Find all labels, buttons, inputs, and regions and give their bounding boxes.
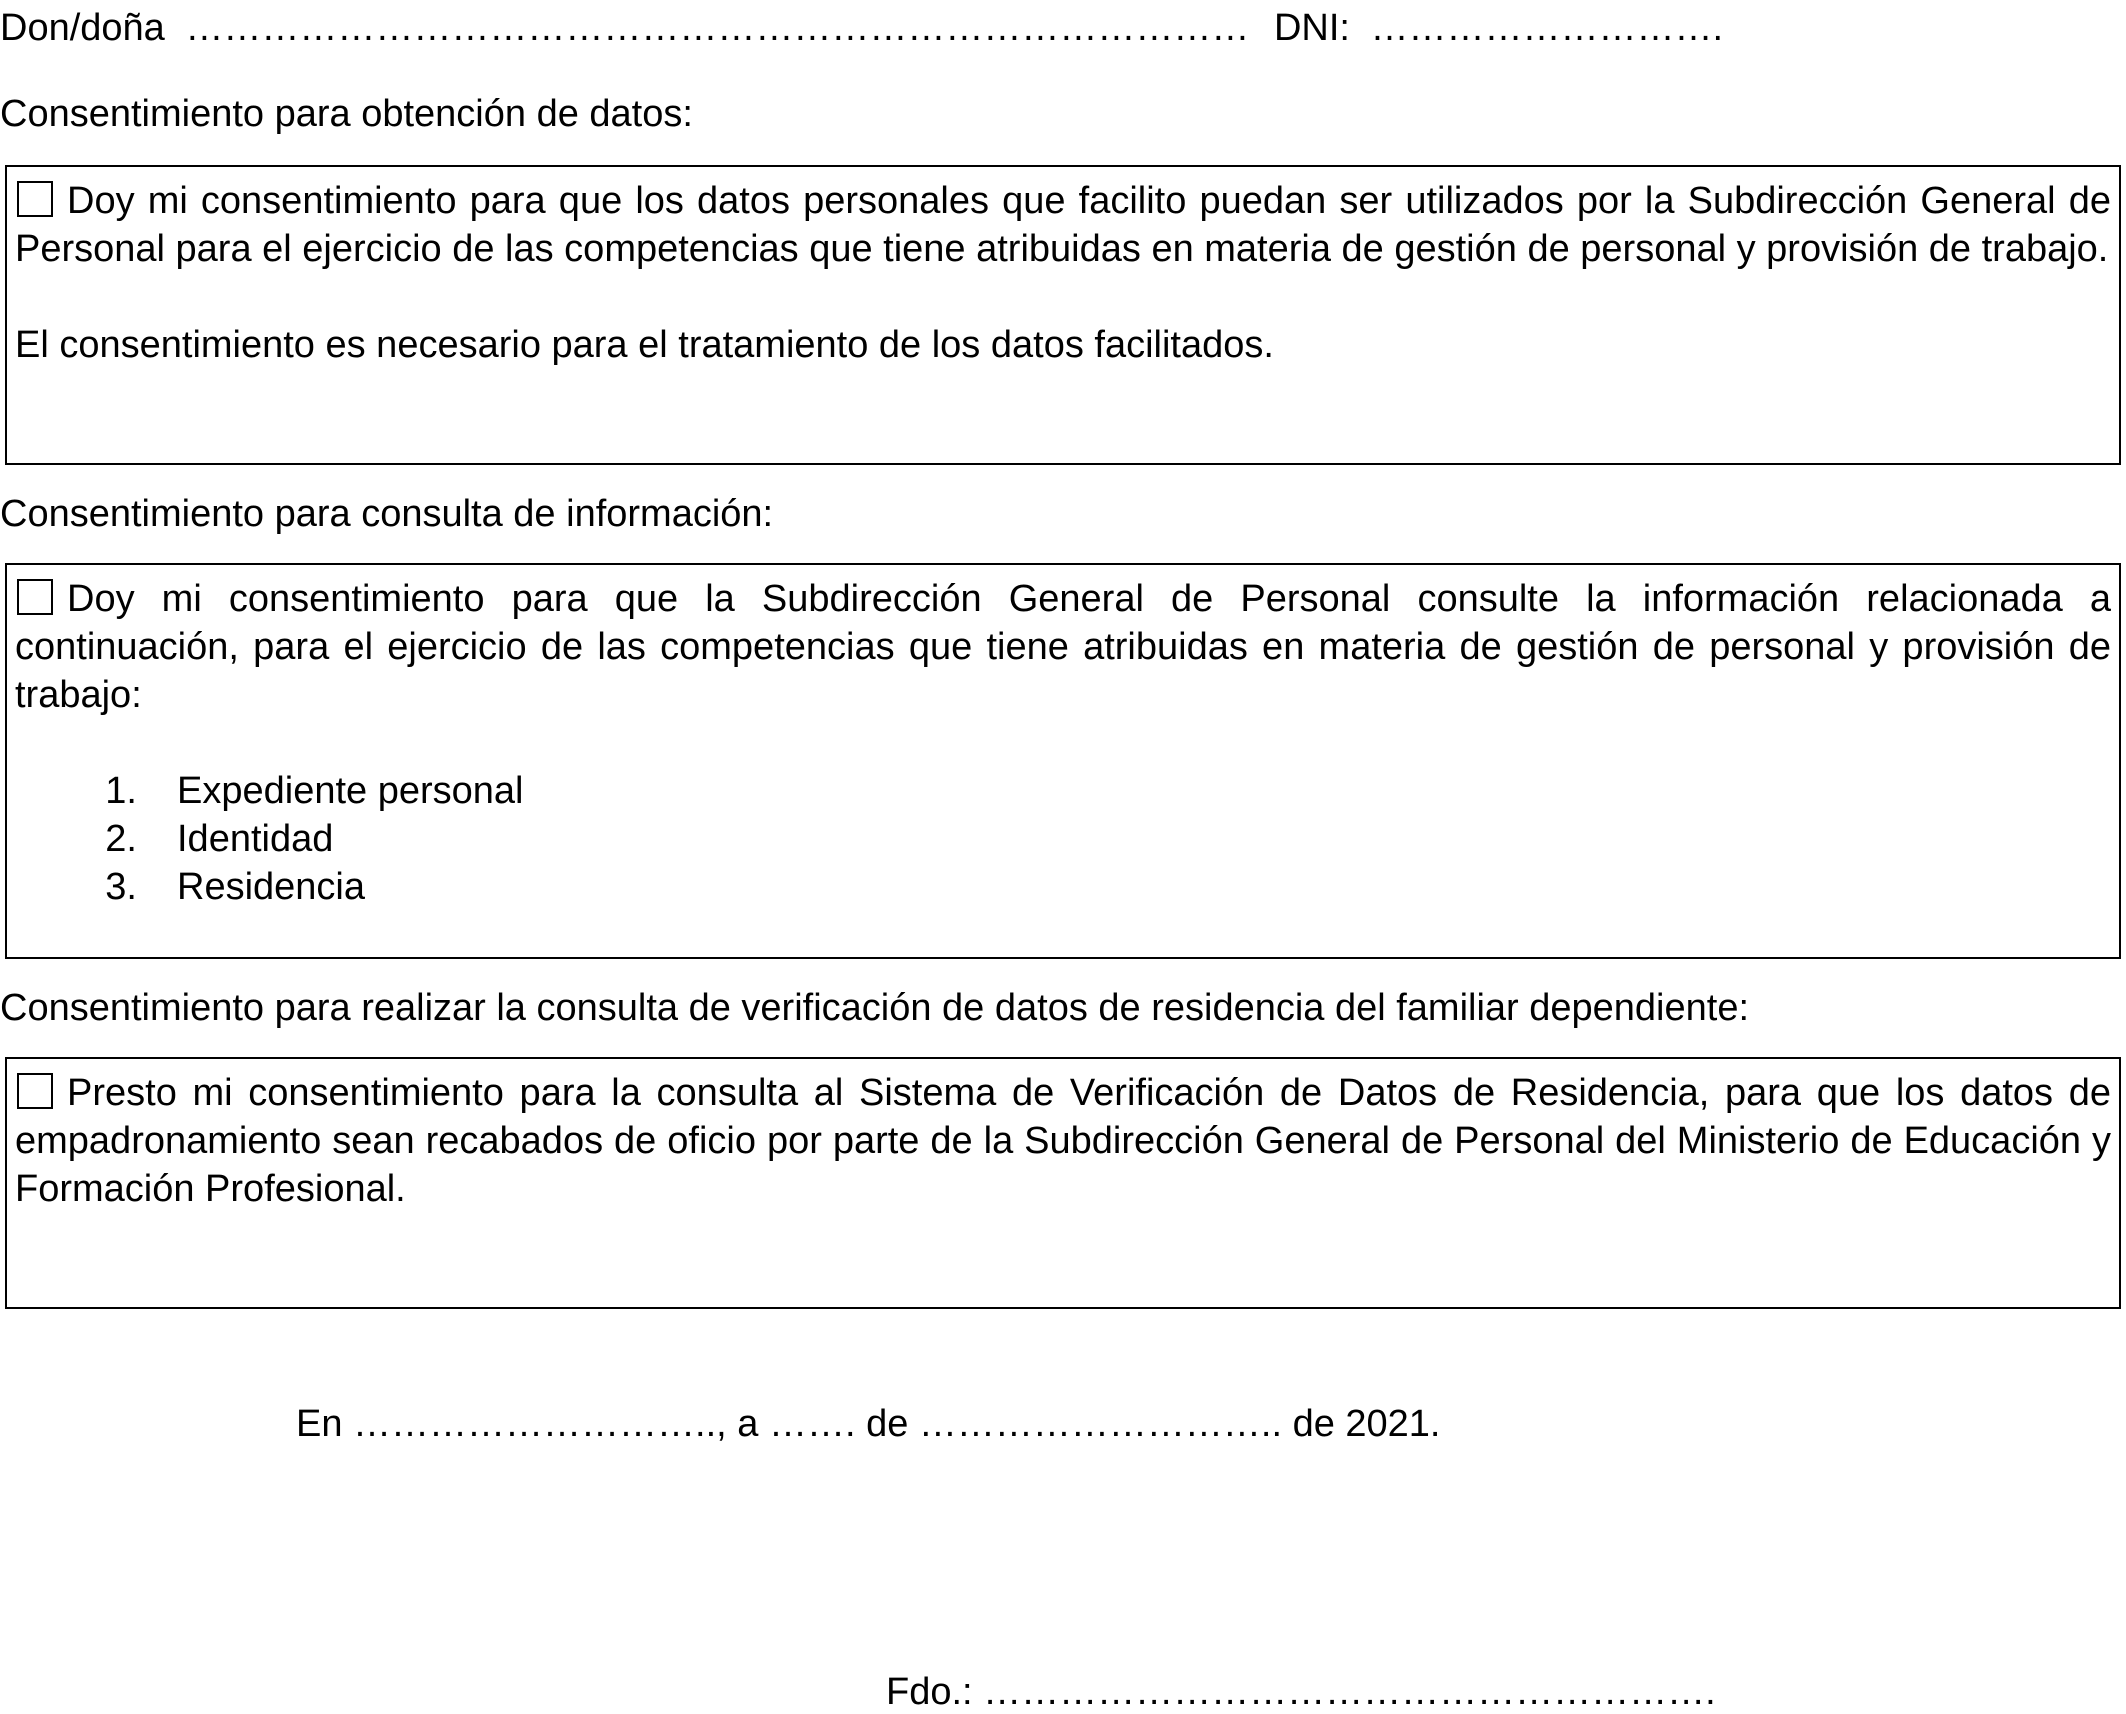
section2-text: Doy mi consentimiento para que la Subdirección General de Personal consulte la información relacionada a continuación, para el ejercicio de las competencias que tiene atribuidas en materia de gestión de personal y provisión de trabajo: — [15, 578, 2111, 716]
dni-label: DNI: — [1273, 7, 1350, 49]
consent-query-checkbox[interactable] — [17, 579, 53, 615]
section1-box — [5, 165, 2121, 465]
section3-paragraph — [15, 1069, 2111, 1213]
list-item: 2. Identidad — [105, 818, 334, 860]
consent-data-checkbox[interactable] — [17, 181, 53, 217]
section2-paragraph — [15, 575, 2111, 719]
section3-box — [5, 1057, 2121, 1309]
name-dni-line — [0, 6, 1723, 50]
section1-note: El consentimiento es necesario para el tratamiento de los datos facilitados. — [15, 324, 1274, 366]
section2-title: Consentimiento para consulta de información: — [0, 493, 774, 535]
don-label: Don/doña — [0, 7, 165, 49]
section1-text: Doy mi consentimiento para que los datos personales que facilito puedan ser utilizados por la Subdirección General de Personal para el ejercicio de las competencias que tiene atribuidas en materia de gestión de personal y provisión de trabajo. — [15, 180, 2111, 270]
list-item: 3. Residencia — [105, 866, 365, 908]
place-date-line[interactable]: En ……………………….., a ……. de ……………………….. de 2021. — [296, 1403, 1441, 1445]
section1-paragraph — [15, 177, 2111, 273]
dni-field[interactable]: ………………………. — [1370, 7, 1724, 49]
section3-text: Presto mi consentimiento para la consulta al Sistema de Verificación de Datos de Residencia, para que los datos de empadronamiento sean recabados de oficio por parte de la Subdirección General de Personal del Ministerio de Educación y Formación Profesional. — [15, 1072, 2111, 1210]
section2-box — [5, 563, 2121, 959]
name-field[interactable]: ………………………………………………………………………… — [185, 7, 1250, 49]
section3-title: Consentimiento para realizar la consulta de verificación de datos de residencia del familiar dependiente: — [0, 987, 1750, 1029]
information-list — [15, 767, 2111, 911]
signature-line[interactable]: Fdo.: …………………………………………………. — [886, 1671, 1716, 1713]
section1-title: Consentimiento para obtención de datos: — [0, 93, 693, 135]
list-item: 1. Expediente personal — [105, 770, 524, 812]
consent-residence-checkbox[interactable] — [17, 1073, 53, 1109]
